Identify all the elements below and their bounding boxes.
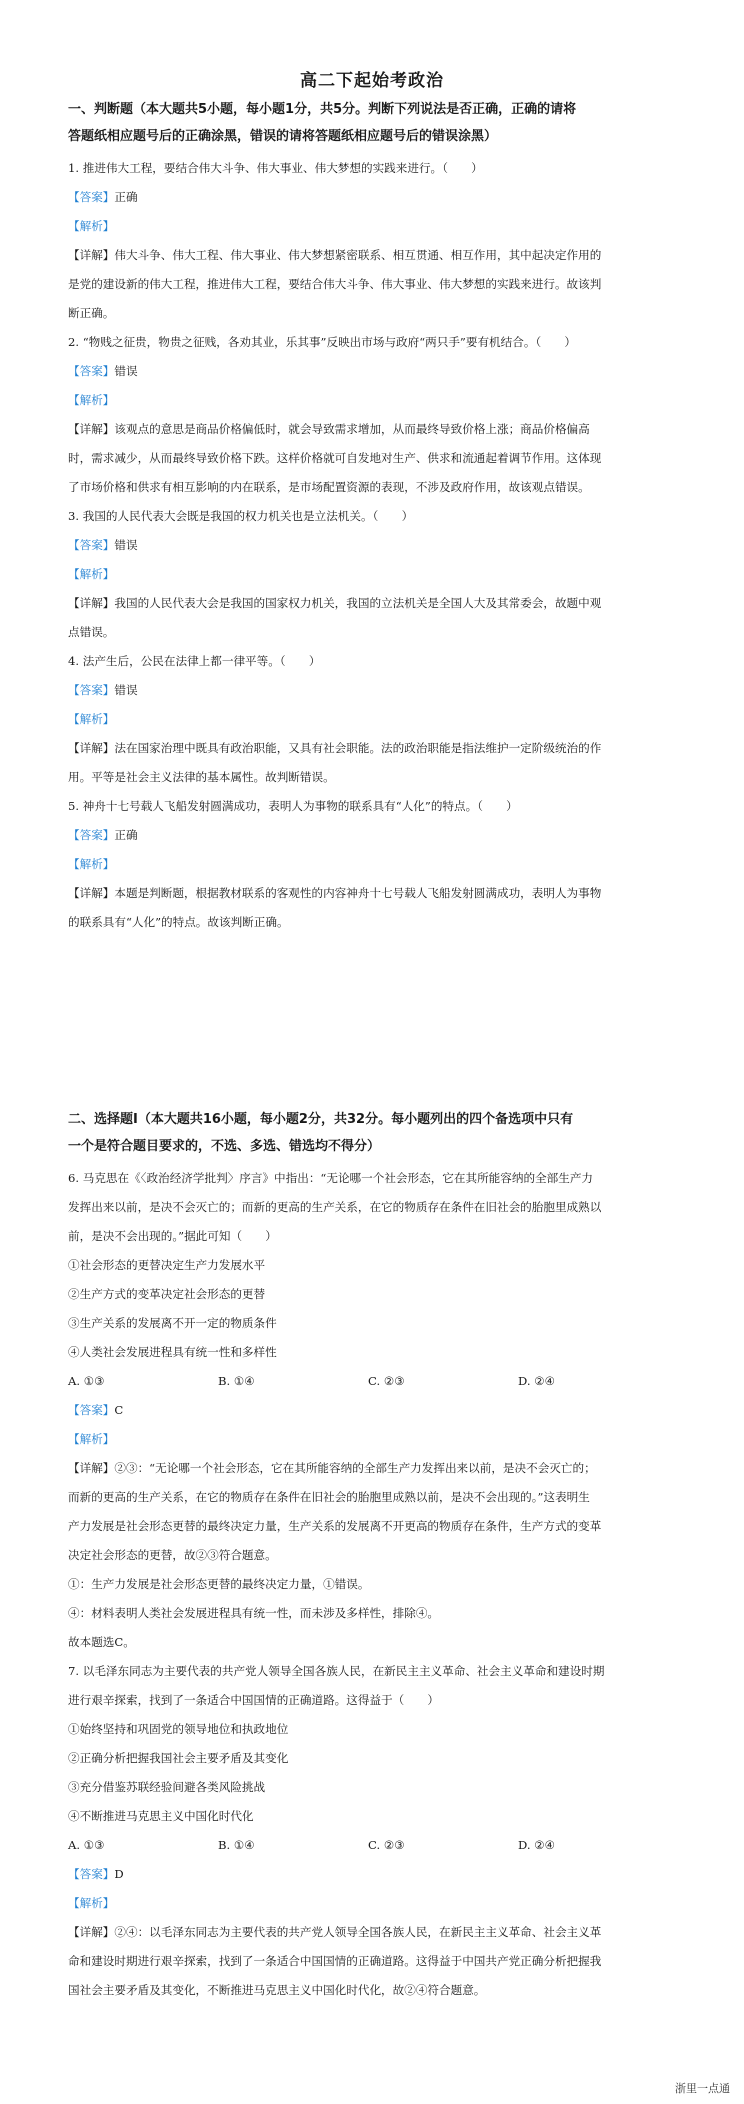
choice-item: ①始终坚持和巩固党的领导地位和执政地位 (68, 1722, 289, 1736)
detail-line (68, 879, 680, 908)
answer-value: 错误 (114, 364, 138, 378)
detail-text: 本题是判断题，根据教材联系的客观性的内容神舟十七号载人飞船发射圆满成功，表明人为事物 (114, 886, 602, 900)
detail-line: 断正确。 (68, 306, 115, 320)
answer-line (68, 821, 680, 850)
question-6 (68, 1164, 680, 1367)
option-c: C. ②③ (368, 1838, 405, 1852)
answer-line (68, 1396, 680, 1425)
section1-heading-line: 一、判断题（本大题共5小题，每小题1分，共5分。判断下列说法是否正确，正确的请将 (68, 102, 577, 117)
q6-solution (68, 1396, 680, 1657)
choice-item: ④人类社会发展进程具有统一性和多样性 (68, 1345, 277, 1359)
question-text: 6. 马克思在《〈政治经济学批判〉序言》中指出：“无论哪一个社会形态，它在其所能容纳的全部生产力 (68, 1171, 594, 1185)
analysis-tag: 【解析】 (68, 1896, 115, 1910)
detail-line: 而新的更高的生产关系，在它的物质存在条件在旧社会的胎胞里成熟以前，是决不会出现的。”这表明生 (68, 1490, 590, 1504)
answer-tag: 【答案】 (68, 1867, 115, 1881)
question-text: 7. 以毛泽东同志为主要代表的共产党人领导全国各族人民，在新民主主义革命、社会主义革命和建设时期 (68, 1664, 605, 1678)
question-text: 1. 推进伟大工程，要结合伟大斗争、伟大事业、伟大梦想的实践来进行。（ ） (68, 161, 483, 175)
analysis-tag: 【解析】 (68, 1432, 115, 1446)
answer-tag: 【答案】 (68, 364, 115, 378)
detail-tag: 【详解】 (68, 248, 115, 262)
analysis-tag: 【解析】 (68, 712, 115, 726)
answer-value: 错误 (114, 683, 138, 697)
question-5 (68, 792, 680, 937)
analysis-tag: 【解析】 (68, 393, 115, 407)
option-a: A. ①③ (68, 1838, 105, 1852)
detail-line: 点错误。 (68, 625, 115, 639)
detail-text: 伟大斗争、伟大工程、伟大事业、伟大梦想紧密联系、相互贯通、相互作用，其中起决定作用的 (114, 248, 602, 262)
question-text: 前，是决不会出现的。”据此可知（ ） (68, 1229, 277, 1243)
question-7 (68, 1657, 680, 1831)
detail-line (68, 589, 680, 618)
detail-line: 决定社会形态的更替，故②③符合题意。 (68, 1548, 277, 1562)
detail-line: 是党的建设新的伟大工程，推进伟大工程，要结合伟大斗争、伟大事业、伟大梦想的实践来进行。故该判 (68, 277, 602, 291)
question-text: 4. 法产生后，公民在法律上都一律平等。（ ） (68, 654, 321, 668)
detail-line: 了市场价格和供求有相互影响的内在联系，是市场配置资源的表现，不涉及政府作用，故该观点错误。 (68, 480, 590, 494)
question-text: 5. 神舟十七号载人飞船发射圆满成功，表明人为事物的联系具有“人化”的特点。（ ） (68, 799, 518, 813)
answer-line (68, 183, 680, 212)
answer-line (68, 1860, 680, 1889)
question-1 (68, 154, 680, 328)
detail-text: 该观点的意思是商品价格偏低时，就会导致需求增加，从而最终导致价格上涨；商品价格偏高 (114, 422, 590, 436)
detail-line (68, 734, 680, 763)
question-text: 2. “物贱之征贵，物贵之征贱，各劝其业，乐其事”反映出市场与政府“两只手”要有机结合。（ ） (68, 335, 577, 349)
detail-tag: 【详解】 (68, 1925, 115, 1939)
detail-line: 国社会主要矛盾及其变化，不断推进马克思主义中国化时代化，故②④符合题意。 (68, 1983, 486, 1997)
answer-line (68, 531, 680, 560)
detail-line: 时，需求减少，从而最终导致价格下跌。这样价格就可自发地对生产、供求和流通起着调节作用。这体现 (68, 451, 602, 465)
question-text: 3. 我国的人民代表大会既是我国的权力机关也是立法机关。（ ） (68, 509, 414, 523)
choice-item: ②生产方式的变革决定社会形态的更替 (68, 1287, 266, 1301)
question-4 (68, 647, 680, 792)
choice-item: ①社会形态的更替决定生产力发展水平 (68, 1258, 266, 1272)
answer-line (68, 676, 680, 705)
page-title: 高二下起始考政治 (300, 71, 444, 91)
option-b: B. ①④ (218, 1374, 255, 1388)
q7-options (68, 1831, 680, 1860)
question-text: 发挥出来以前，是决不会灭亡的；而新的更高的生产关系，在它的物质存在条件在旧社会的胎胞里成熟以 (68, 1200, 602, 1214)
answer-tag: 【答案】 (68, 683, 115, 697)
detail-tag: 【详解】 (68, 422, 115, 436)
section2-heading-line: 一个是符合题目要求的，不选、多选、错选均不得分） (68, 1139, 381, 1154)
answer-value: D (114, 1867, 124, 1881)
detail-line: 命和建设时期进行艰辛探索，找到了一条适合中国国情的正确道路。这得益于中国共产党正确分析把握我 (68, 1954, 602, 1968)
detail-line (68, 1918, 680, 1947)
choice-item: ④不断推进马克思主义中国化时代化 (68, 1809, 254, 1823)
choice-item: ②正确分析把握我国社会主要矛盾及其变化 (68, 1751, 289, 1765)
answer-tag: 【答案】 (68, 828, 115, 842)
option-b: B. ①④ (218, 1838, 255, 1852)
option-d: D. ②④ (518, 1838, 556, 1852)
choice-item: ③充分借鉴苏联经验间避各类风险挑战 (68, 1780, 266, 1794)
section1-heading (68, 96, 678, 150)
footer-watermark: 浙里一点通 (675, 2082, 730, 2095)
option-a: A. ①③ (68, 1374, 105, 1388)
detail-line: ①：生产力发展是社会形态更替的最终决定力量，①错误。 (68, 1577, 370, 1591)
detail-line: 用。平等是社会主义法律的基本属性。故判断错误。 (68, 770, 335, 784)
analysis-tag: 【解析】 (68, 857, 115, 871)
q6-options (68, 1367, 680, 1396)
detail-tag: 【详解】 (68, 741, 115, 755)
analysis-tag: 【解析】 (68, 567, 115, 581)
analysis-tag: 【解析】 (68, 219, 115, 233)
answer-tag: 【答案】 (68, 1403, 115, 1417)
detail-text: ②④：以毛泽东同志为主要代表的共产党人领导全国各族人民，在新民主主义革命、社会主义革 (114, 1925, 602, 1939)
section2-heading-line: 二、选择题Ⅰ（本大题共16小题，每小题2分，共32分。每小题列出的四个备选项中只有 (68, 1112, 574, 1127)
detail-line: 的联系具有“人化”的特点。故该判断正确。 (68, 915, 289, 929)
question-text: 进行艰辛探索，找到了一条适合中国国情的正确道路。这得益于（ ） (68, 1693, 440, 1707)
detail-text: 法在国家治理中既具有政治职能，又具有社会职能。法的政治职能是指法维护一定阶级统治的作 (114, 741, 602, 755)
detail-line: 产力发展是社会形态更替的最终决定力量，生产关系的发展离不开更高的物质存在条件，生产方式的变革 (68, 1519, 602, 1533)
detail-tag: 【详解】 (68, 886, 115, 900)
option-d: D. ②④ (518, 1374, 556, 1388)
answer-value: 正确 (114, 190, 138, 204)
detail-tag: 【详解】 (68, 596, 115, 610)
detail-tag: 【详解】 (68, 1461, 115, 1475)
question-3 (68, 502, 680, 647)
choice-item: ③生产关系的发展离不开一定的物质条件 (68, 1316, 277, 1330)
detail-line: ④：材料表明人类社会发展进程具有统一性，而未涉及多样性，排除④。 (68, 1606, 440, 1620)
detail-text: 我国的人民代表大会是我国的国家权力机关，我国的立法机关是全国人大及其常委会，故题中观 (114, 596, 602, 610)
answer-line (68, 357, 680, 386)
answer-tag: 【答案】 (68, 190, 115, 204)
q7-solution (68, 1860, 680, 2005)
answer-value: C (114, 1403, 124, 1417)
question-2 (68, 328, 680, 502)
detail-text: ②③：“无论哪一个社会形态，它在其所能容纳的全部生产力发挥出来以前，是决不会灭亡的； (114, 1461, 596, 1475)
answer-value: 正确 (114, 828, 138, 842)
detail-line (68, 241, 680, 270)
detail-line: 故本题选C。 (68, 1635, 135, 1649)
detail-line (68, 415, 680, 444)
section1-heading-line: 答题纸相应题号后的正确涂黑，错误的请将答题纸相应题号后的错误涂黑） (68, 129, 498, 144)
answer-value: 错误 (114, 538, 138, 552)
answer-tag: 【答案】 (68, 538, 115, 552)
section2-heading (68, 1106, 678, 1160)
detail-line (68, 1454, 680, 1483)
option-c: C. ②③ (368, 1374, 405, 1388)
